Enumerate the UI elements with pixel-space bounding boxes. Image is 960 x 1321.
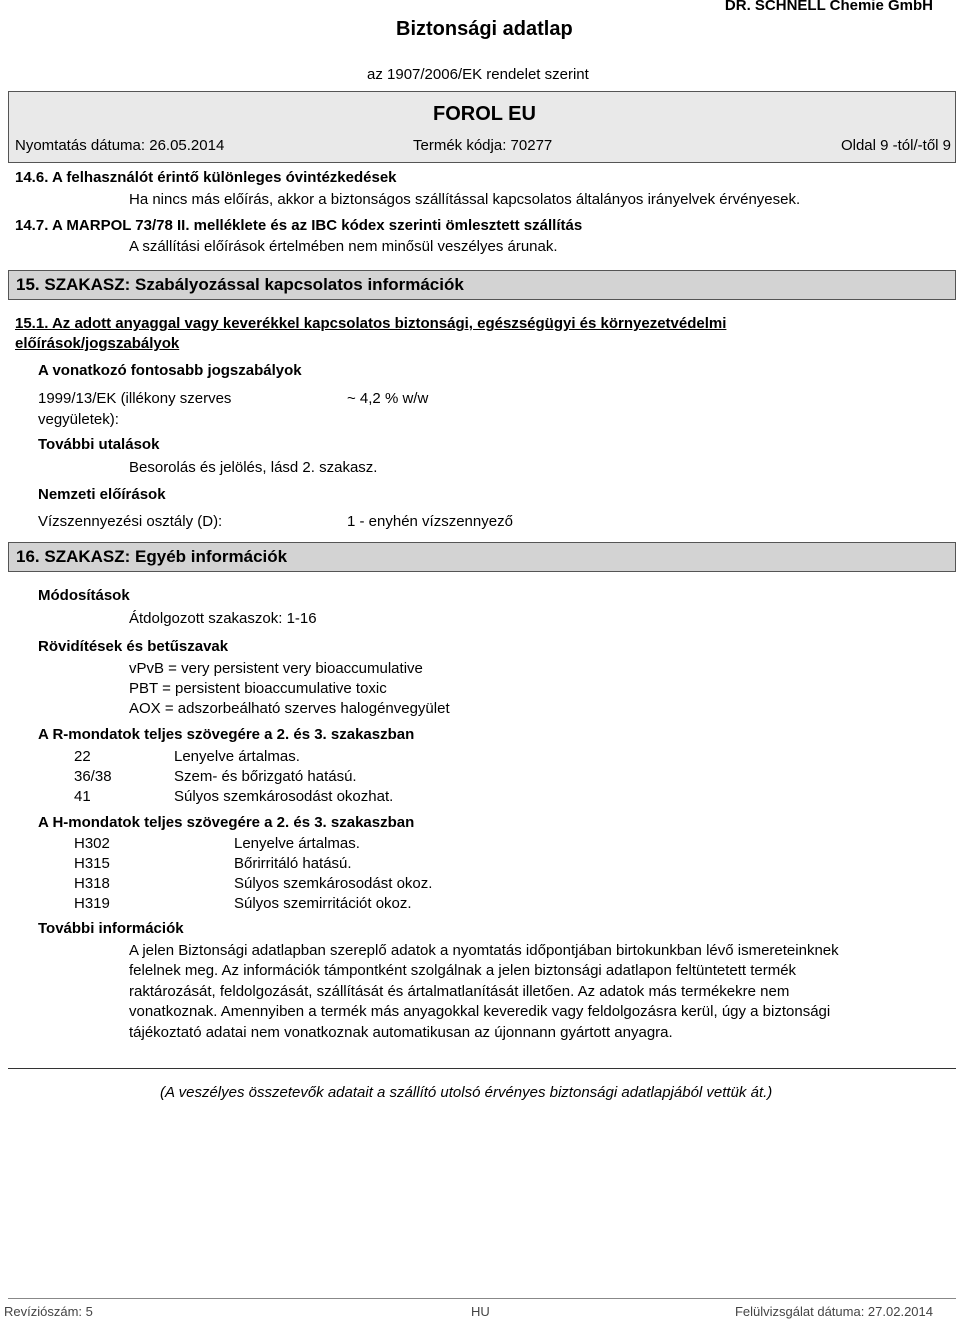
r-phrase-text: Lenyelve ártalmas. — [174, 748, 300, 765]
language-code: HU — [471, 1304, 490, 1319]
h-phrase-text: Súlyos szemkárosodást okoz. — [234, 875, 433, 892]
r-phrase-code: 36/38 — [74, 768, 112, 785]
further-information-heading: További információk — [38, 920, 184, 937]
section-15-1-heading-line1: 15.1. Az adott anyaggal vagy keverékkel kapcsolatos biztonsági, egészségügyi és környezetvédelmi — [15, 315, 727, 332]
r-phrase-text: Súlyos szemkárosodást okozhat. — [174, 788, 394, 805]
changes-text: Átdolgozott szakaszok: 1-16 — [129, 610, 317, 627]
r-phrase-text: Szem- és bőrizgató hatású. — [174, 768, 357, 785]
voc-label-line2: vegyületek): — [38, 411, 119, 428]
water-hazard-label: Vízszennyezési osztály (D): — [38, 513, 223, 530]
h-phrase-text: Bőrirritáló hatású. — [234, 855, 352, 872]
water-hazard-value: 1 - enyhén vízszennyező — [347, 513, 513, 530]
section-14-7-heading: 14.7. A MARPOL 73/78 II. melléklete és az IBC kódex szerinti ömlesztett szállítás — [15, 217, 583, 234]
h-phrase-code: H302 — [74, 835, 110, 852]
product-name: FOROL EU — [433, 103, 536, 125]
h-phrase-code: H315 — [74, 855, 110, 872]
further-notes-text: Besorolás és jelölés, lásd 2. szakasz. — [129, 459, 378, 476]
abbreviation-item: PBT = persistent bioaccumulative toxic — [129, 680, 387, 697]
regulation-note: az 1907/2006/EK rendelet szerint — [367, 66, 589, 83]
page-number: Oldal 9 -tól/-től 9 — [840, 137, 951, 154]
r-phrases-heading: A R-mondatok teljes szövegére a 2. és 3. szakaszban — [38, 726, 415, 743]
footer-divider — [8, 1298, 956, 1299]
abbreviation-item: AOX = adszorbeálható szerves halogénvegyület — [129, 700, 450, 717]
h-phrases-heading: A H-mondatok teljes szövegére a 2. és 3. szakaszban — [38, 814, 415, 831]
voc-label-line1: 1999/13/EK (illékony szerves — [38, 390, 232, 407]
abbreviations-heading: Rövidítések és betűszavak — [38, 638, 229, 655]
changes-heading: Módosítások — [38, 587, 130, 604]
h-phrase-text: Lenyelve ártalmas. — [234, 835, 360, 852]
r-phrase-code: 41 — [74, 788, 91, 805]
document-title: Biztonsági adatlap — [396, 18, 573, 40]
review-date: Felülvizsgálat dátuma: 27.02.2014 — [734, 1304, 933, 1319]
print-date: Nyomtatás dátuma: 26.05.2014 — [15, 137, 225, 154]
section-14-7-text: A szállítási előírások értelmében nem minősül veszélyes árunak. — [129, 238, 558, 255]
company-name: DR. SCHNELL Chemie GmbH — [724, 0, 933, 14]
section-14-6-heading: 14.6. A felhasználót érintő különleges óvintézkedések — [15, 169, 397, 186]
h-phrase-code: H319 — [74, 895, 110, 912]
section-15-1-heading-line2: előírások/jogszabályok — [15, 335, 180, 352]
divider — [8, 1068, 956, 1069]
further-information-paragraph: A jelen Biztonsági adatlapban szereplő adatok a nyomtatás időpontjában birtokunkban lévő ismereteinknek felelnek meg. Az információk támpontként szolgálnak a jelen biztonsági adatlapon feltüntetett termék raktározását, feldolgozását, szállítását és ártalmatlanítását illetően. Az adatok más termékekre nem vonatkoznak. Amennyiben a termék más anyagokkal keveredik vagy feldolgozásra kerül, úgy a biztonsági tájékoztató adatai nem vonatkoznak automatikusan az újonnann gyártott anyagra. — [129, 942, 839, 1041]
revision-number: Revíziószám: 5 — [4, 1304, 93, 1319]
closing-note: (A veszélyes összetevők adatait a szállító utolsó érvényes biztonsági adatlapjából vettük át.) — [160, 1084, 773, 1101]
h-phrase-text: Súlyos szemirritációt okoz. — [234, 895, 412, 912]
voc-value: ~ 4,2 % w/w — [347, 390, 429, 407]
product-code: Termék kódja: 70277 — [413, 137, 553, 154]
section-16-title: 16. SZAKASZ: Egyéb információk — [8, 542, 956, 572]
relevant-regulations-heading: A vonatkozó fontosabb jogszabályok — [38, 362, 302, 379]
h-phrase-code: H318 — [74, 875, 110, 892]
section-14-6-text: Ha nincs más előírás, akkor a biztonságos szállítással kapcsolatos általányos irányelvek érvényesek. — [129, 191, 801, 208]
national-regulations-heading: Nemzeti előírások — [38, 486, 166, 503]
r-phrase-code: 22 — [74, 748, 91, 765]
abbreviation-item: vPvB = very persistent very bioaccumulative — [129, 660, 423, 677]
section-15-title: 15. SZAKASZ: Szabályozással kapcsolatos információk — [8, 270, 956, 300]
further-notes-heading: További utalások — [38, 436, 160, 453]
